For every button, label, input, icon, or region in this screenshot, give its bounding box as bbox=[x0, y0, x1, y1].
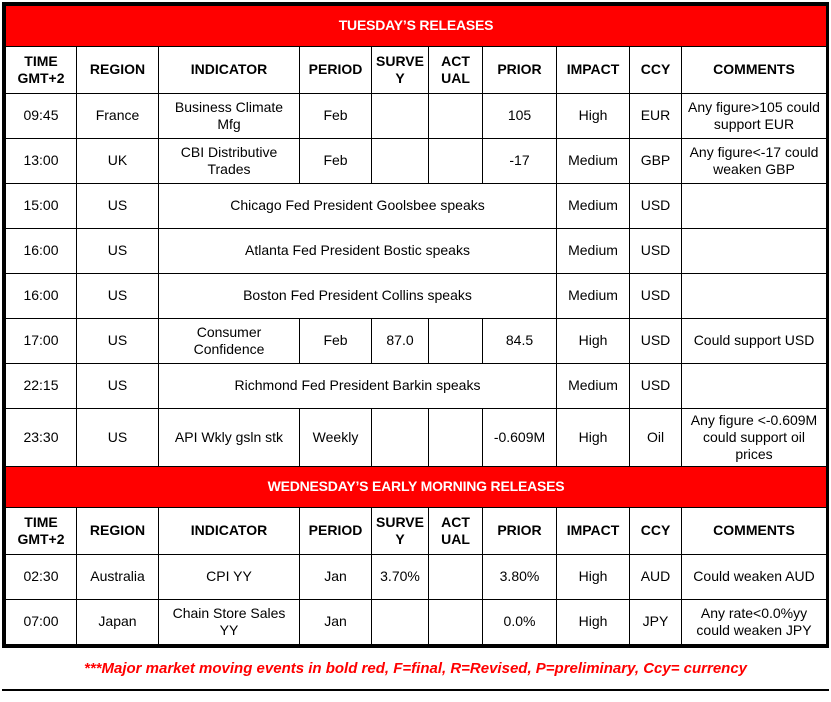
col-header-impact: IMPACT bbox=[557, 47, 630, 94]
cell-survey bbox=[372, 600, 429, 645]
cell-survey: 3.70% bbox=[372, 555, 429, 600]
cell-indicator: CPI YY bbox=[159, 555, 300, 600]
cell-indicator: CBI Distributive Trades bbox=[159, 139, 300, 184]
table-row bbox=[6, 409, 827, 467]
col-header-comments: COMMENTS bbox=[682, 47, 827, 94]
cell-prior: -0.609M bbox=[483, 409, 557, 467]
cell-ccy: USD bbox=[630, 364, 682, 409]
cell-region: US bbox=[77, 274, 159, 319]
cell-prior: -17 bbox=[483, 139, 557, 184]
col-header-survey-label: SURVEY bbox=[376, 52, 424, 86]
col-header-prior: PRIOR bbox=[483, 508, 557, 555]
cell-comments: Any rate<0.0%yy could weaken JPY bbox=[682, 600, 827, 645]
table-row bbox=[6, 139, 827, 184]
cell-actual bbox=[429, 409, 483, 467]
cell-indicator: Chain Store Sales YY bbox=[159, 600, 300, 645]
col-header-indicator: INDICATOR bbox=[159, 508, 300, 555]
col-header-actual-label: ACTUAL bbox=[441, 513, 470, 547]
tuesday-banner-row bbox=[6, 6, 827, 47]
cell-actual bbox=[429, 600, 483, 645]
cell-period: Feb bbox=[300, 94, 372, 139]
cell-region: US bbox=[77, 364, 159, 409]
calendar-table-frame bbox=[2, 2, 829, 648]
col-header-period: PERIOD bbox=[300, 508, 372, 555]
table-row bbox=[6, 184, 827, 229]
wednesday-banner-row bbox=[6, 467, 827, 508]
cell-actual bbox=[429, 319, 483, 364]
cell-actual bbox=[429, 94, 483, 139]
cell-time: 15:00 bbox=[6, 184, 77, 229]
cell-comments: Any figure>105 could support EUR bbox=[682, 94, 827, 139]
table-row bbox=[6, 94, 827, 139]
cell-time: 13:00 bbox=[6, 139, 77, 184]
col-header-survey bbox=[372, 508, 429, 555]
cell-ccy: EUR bbox=[630, 94, 682, 139]
col-header-region: REGION bbox=[77, 47, 159, 94]
cell-comments bbox=[682, 229, 827, 274]
cell-ccy: AUD bbox=[630, 555, 682, 600]
col-header-period: PERIOD bbox=[300, 47, 372, 94]
col-header-actual-label: ACTUAL bbox=[441, 52, 470, 86]
tuesday-section-title: TUESDAY’S RELEASES bbox=[6, 6, 827, 47]
cell-ccy: JPY bbox=[630, 600, 682, 645]
cell-impact: High bbox=[557, 319, 630, 364]
col-header-prior: PRIOR bbox=[483, 47, 557, 94]
col-header-impact: IMPACT bbox=[557, 508, 630, 555]
cell-time: 16:00 bbox=[6, 274, 77, 319]
cell-prior: 84.5 bbox=[483, 319, 557, 364]
cell-impact: Medium bbox=[557, 274, 630, 319]
col-header-survey-label: SURVEY bbox=[376, 513, 424, 547]
footnote: ***Major market moving events in bold red, F=final, R=Revised, P=preliminary, Ccy= currency bbox=[83, 660, 748, 677]
cell-period: Jan bbox=[300, 555, 372, 600]
cell-time: 16:00 bbox=[6, 229, 77, 274]
cell-comments: Could weaken AUD bbox=[682, 555, 827, 600]
cell-impact: High bbox=[557, 600, 630, 645]
table-row bbox=[6, 555, 827, 600]
cell-survey bbox=[372, 409, 429, 467]
col-header-actual bbox=[429, 47, 483, 94]
bottom-rule bbox=[2, 689, 829, 691]
cell-period: Jan bbox=[300, 600, 372, 645]
cell-comments bbox=[682, 274, 827, 319]
cell-region: US bbox=[77, 319, 159, 364]
cell-ccy: Oil bbox=[630, 409, 682, 467]
cell-impact: Medium bbox=[557, 139, 630, 184]
cell-region: US bbox=[77, 229, 159, 274]
cell-comments: Could support USD bbox=[682, 319, 827, 364]
col-header-comments: COMMENTS bbox=[682, 508, 827, 555]
cell-time: 07:00 bbox=[6, 600, 77, 645]
col-header-region: REGION bbox=[77, 508, 159, 555]
cell-event: Boston Fed President Collins speaks bbox=[159, 274, 557, 319]
cell-time: 09:45 bbox=[6, 94, 77, 139]
cell-region: US bbox=[77, 184, 159, 229]
col-header-ccy: CCY bbox=[630, 508, 682, 555]
cell-event: Atlanta Fed President Bostic speaks bbox=[159, 229, 557, 274]
cell-impact: Medium bbox=[557, 184, 630, 229]
cell-ccy: GBP bbox=[630, 139, 682, 184]
cell-time: 23:30 bbox=[6, 409, 77, 467]
cell-survey bbox=[372, 139, 429, 184]
tuesday-header-row bbox=[6, 47, 827, 94]
col-header-actual bbox=[429, 508, 483, 555]
table-row bbox=[6, 229, 827, 274]
wednesday-section-title: WEDNESDAY’S EARLY MORNING RELEASES bbox=[6, 467, 827, 508]
cell-ccy: USD bbox=[630, 229, 682, 274]
cell-time: 02:30 bbox=[6, 555, 77, 600]
cell-time: 17:00 bbox=[6, 319, 77, 364]
cell-time: 22:15 bbox=[6, 364, 77, 409]
cell-impact: Medium bbox=[557, 229, 630, 274]
cell-prior: 3.80% bbox=[483, 555, 557, 600]
cell-impact: High bbox=[557, 555, 630, 600]
cell-period: Weekly bbox=[300, 409, 372, 467]
cell-comments bbox=[682, 364, 827, 409]
cell-region: France bbox=[77, 94, 159, 139]
col-header-indicator: INDICATOR bbox=[159, 47, 300, 94]
cell-comments: Any figure<-17 could weaken GBP bbox=[682, 139, 827, 184]
cell-indicator: Business Climate Mfg bbox=[159, 94, 300, 139]
cell-prior: 105 bbox=[483, 94, 557, 139]
table-row bbox=[6, 600, 827, 645]
cell-indicator: Consumer Confidence bbox=[159, 319, 300, 364]
cell-ccy: USD bbox=[630, 184, 682, 229]
cell-ccy: USD bbox=[630, 319, 682, 364]
cell-event: Chicago Fed President Goolsbee speaks bbox=[159, 184, 557, 229]
cell-region: UK bbox=[77, 139, 159, 184]
cell-survey: 87.0 bbox=[372, 319, 429, 364]
cell-actual bbox=[429, 555, 483, 600]
cell-prior: 0.0% bbox=[483, 600, 557, 645]
table-row bbox=[6, 364, 827, 409]
wednesday-header-row bbox=[6, 508, 827, 555]
cell-period: Feb bbox=[300, 319, 372, 364]
col-header-time: TIME GMT+2 bbox=[6, 508, 77, 555]
releases-table bbox=[5, 5, 827, 645]
col-header-time: TIME GMT+2 bbox=[6, 47, 77, 94]
cell-region: Australia bbox=[77, 555, 159, 600]
cell-survey bbox=[372, 94, 429, 139]
cell-comments bbox=[682, 184, 827, 229]
cell-event: Richmond Fed President Barkin speaks bbox=[159, 364, 557, 409]
cell-period: Feb bbox=[300, 139, 372, 184]
cell-impact: Medium bbox=[557, 364, 630, 409]
col-header-ccy: CCY bbox=[630, 47, 682, 94]
cell-impact: High bbox=[557, 409, 630, 467]
cell-comments: Any figure <-0.609M could support oil prices bbox=[682, 409, 827, 467]
cell-actual bbox=[429, 139, 483, 184]
col-header-survey bbox=[372, 47, 429, 94]
cell-ccy: USD bbox=[630, 274, 682, 319]
cell-region: US bbox=[77, 409, 159, 467]
cell-region: Japan bbox=[77, 600, 159, 645]
table-row bbox=[6, 274, 827, 319]
cell-indicator: API Wkly gsln stk bbox=[159, 409, 300, 467]
cell-impact: High bbox=[557, 94, 630, 139]
table-row bbox=[6, 319, 827, 364]
